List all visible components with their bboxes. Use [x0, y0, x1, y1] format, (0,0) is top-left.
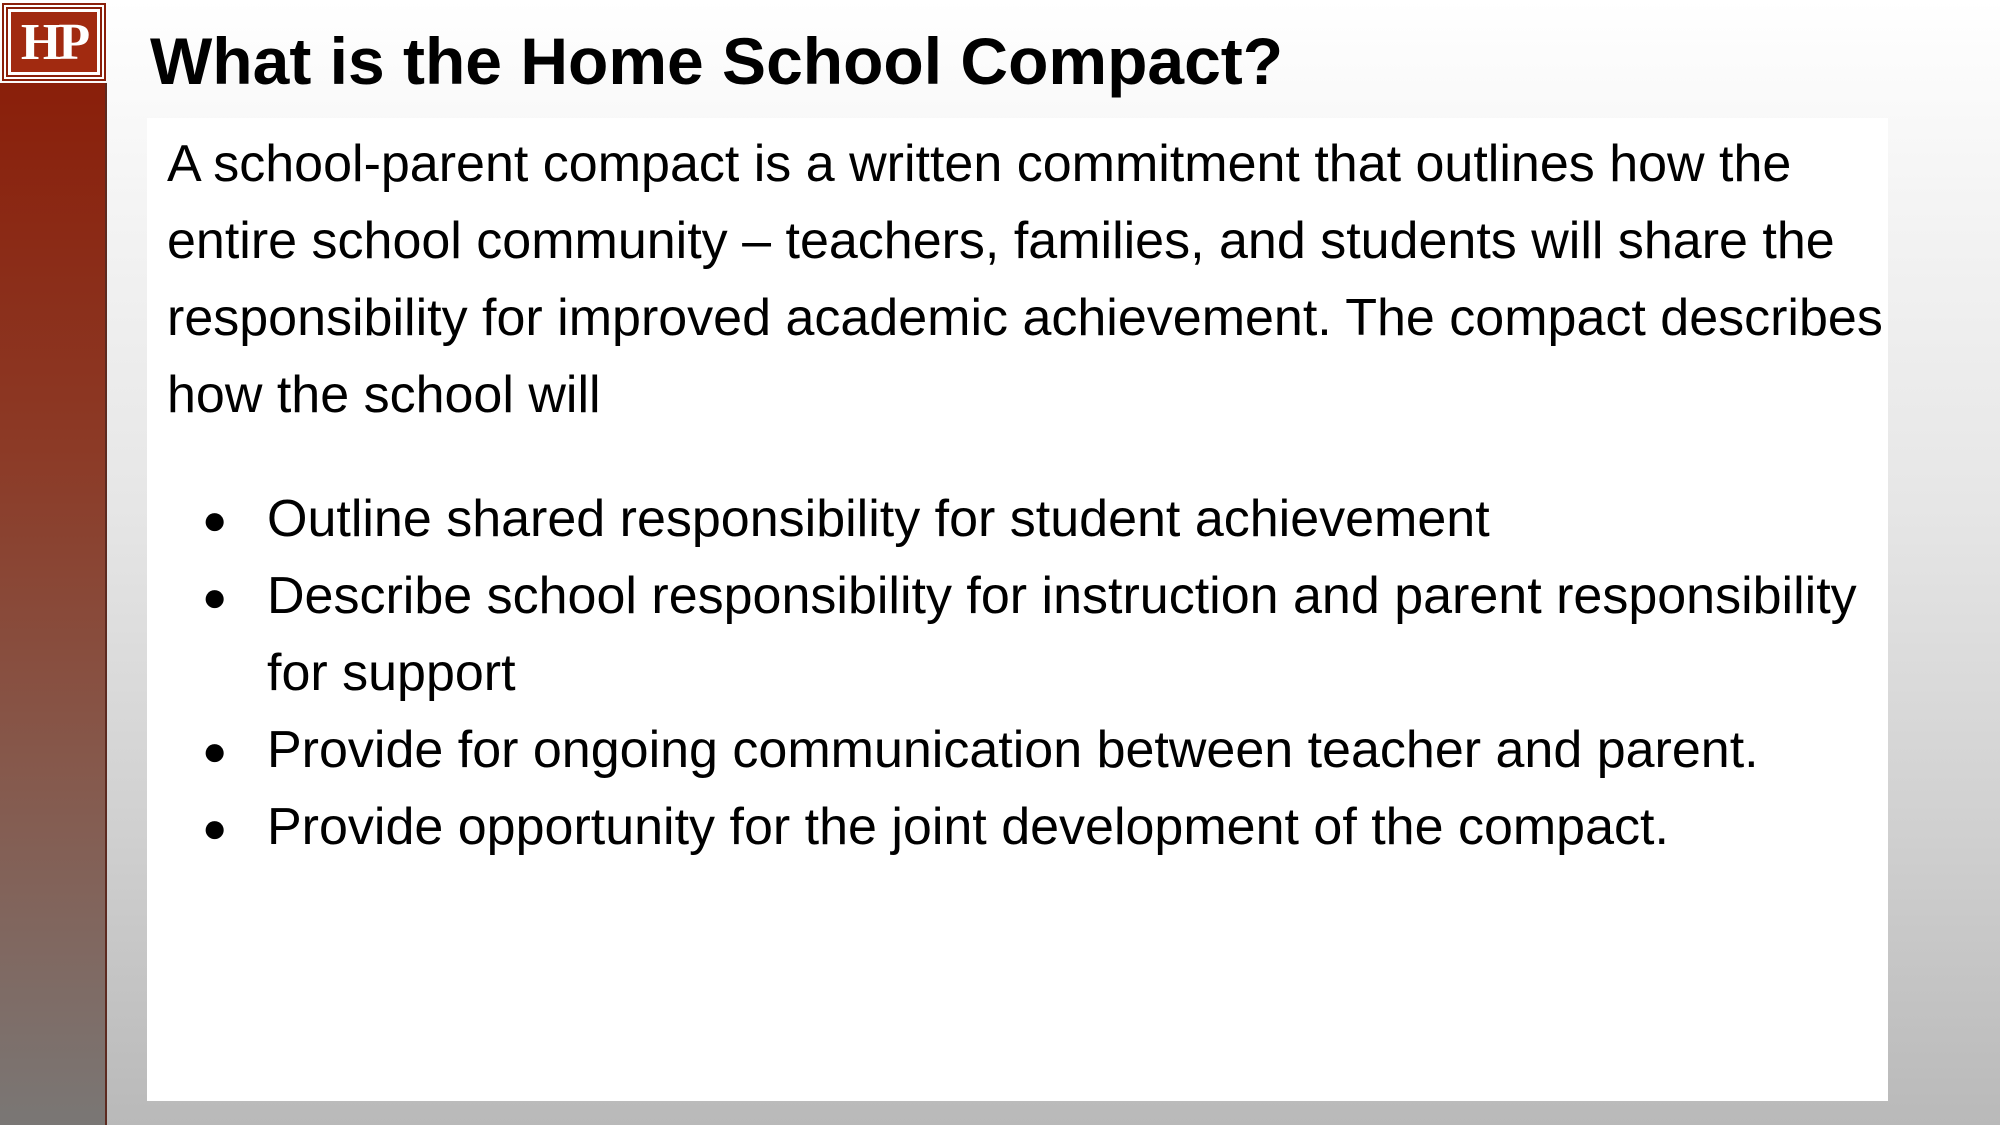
bullet-item — [167, 558, 1882, 712]
school-logo — [2, 3, 106, 81]
bullet-text: Describe school responsibility for instruction and parent responsibility for support — [267, 567, 1857, 702]
bullet-text: Outline shared responsibility for student achievement — [267, 490, 1490, 548]
bullet-dot-icon: ● — [202, 496, 228, 543]
side-accent-bar — [0, 83, 107, 1125]
bullet-item — [167, 712, 1882, 789]
slide-title: What is the Home School Compact? — [150, 24, 1284, 98]
bullet-dot-icon: ● — [202, 573, 228, 620]
logo-emblem — [8, 9, 100, 75]
bullet-item — [167, 789, 1882, 866]
bullet-list — [167, 481, 1882, 866]
bullet-dot-icon: ● — [202, 804, 228, 851]
bullet-dot-icon: ● — [202, 727, 228, 774]
logo-text: HP — [20, 14, 88, 71]
content-panel — [147, 118, 1888, 1101]
intro-paragraph: A school-parent compact is a written commitment that outlines how the entire school community – teachers, families, and students will share the responsibility for improved academic achievement. The compact describes how the school will — [167, 135, 1883, 424]
bullet-text: Provide for ongoing communication between teacher and parent. — [267, 721, 1759, 779]
bullet-text: Provide opportunity for the joint development of the compact. — [267, 798, 1669, 856]
bullet-item — [167, 481, 1882, 558]
